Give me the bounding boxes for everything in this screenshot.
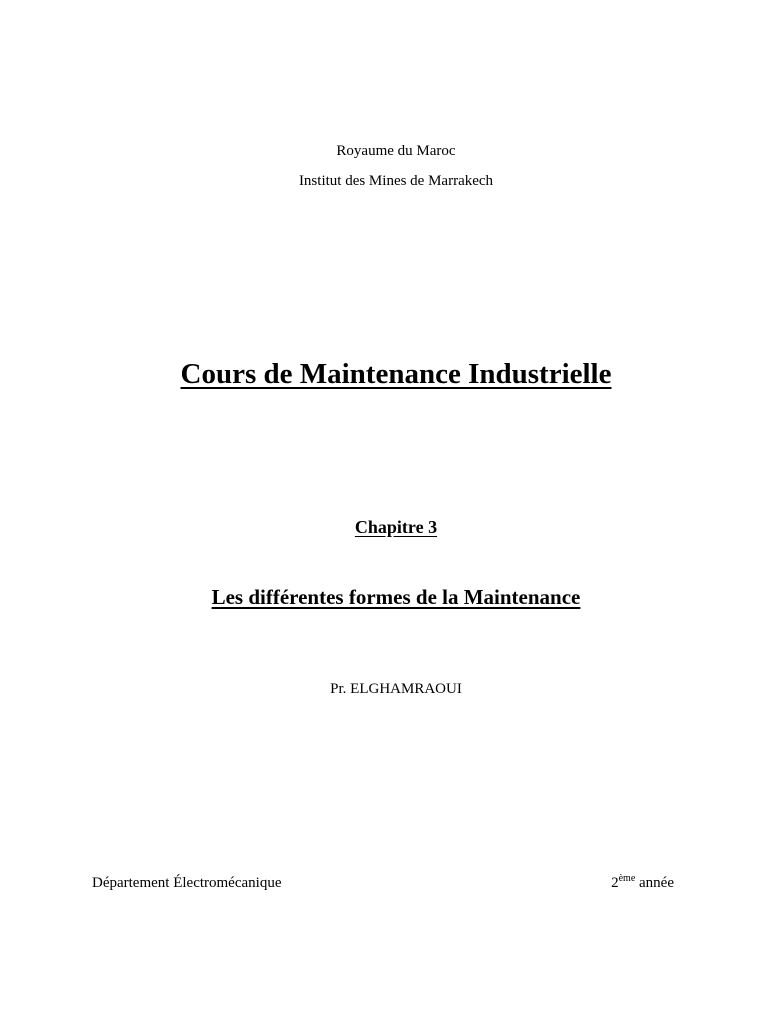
year-number: 2	[611, 875, 619, 891]
author-name: Pr. ELGHAMRAOUI	[330, 681, 462, 697]
country-name: Royaume du Maroc	[336, 143, 456, 159]
institute-name: Institut des Mines de Marrakech	[298, 173, 494, 189]
chapter-title: Les différentes formes de la Maintenance	[211, 585, 581, 609]
course-title: Cours de Maintenance Industrielle	[180, 358, 612, 390]
year-word: année	[639, 875, 674, 891]
year-suffix: ème	[618, 873, 636, 884]
study-year	[611, 874, 674, 892]
chapter-label: Chapitre 3	[354, 517, 438, 537]
department-name: Département Électromécanique	[92, 875, 282, 891]
